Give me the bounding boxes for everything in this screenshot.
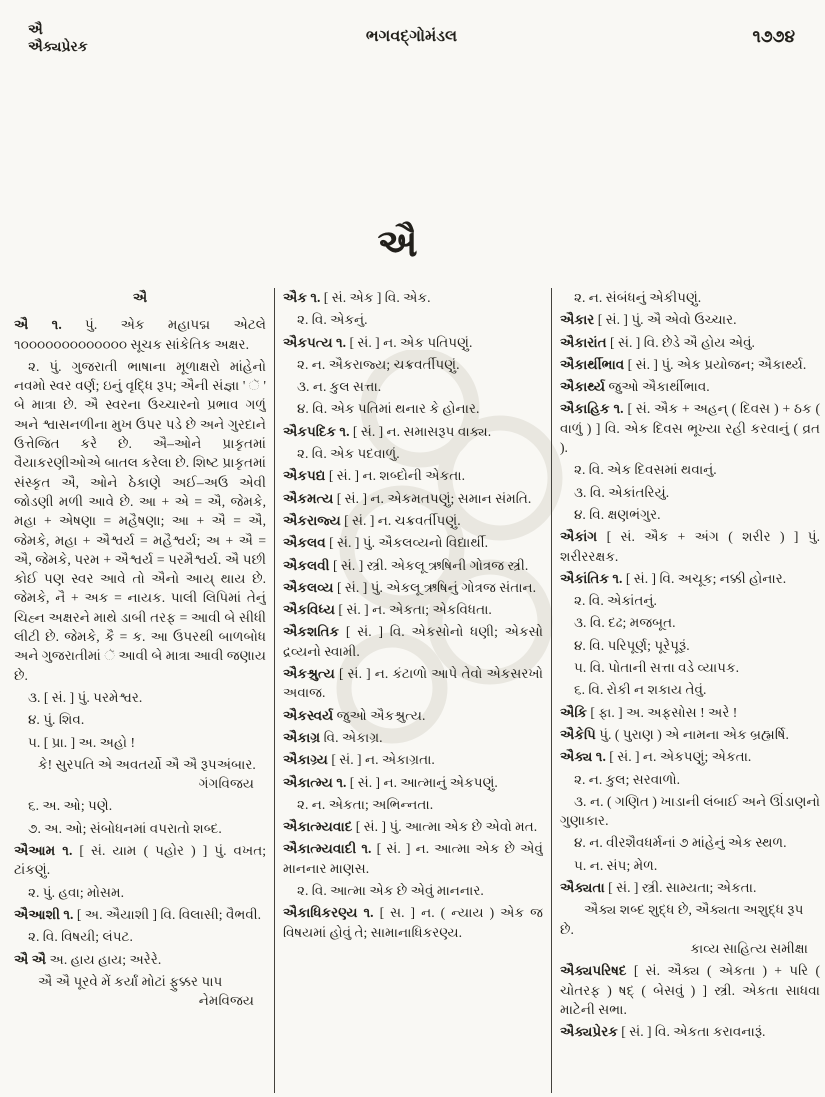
dictionary-entry: ઐક્યપરિષદ [ સં. ઐક્ય ( એકતા ) + પરિ ( ચોતરફ ) ષદ્ ( બેસવું ) ] સ્ત્રી. એકતા સાધવા માટેની સભા. (560, 963, 820, 1017)
dictionary-entry: ઐકાહિક ૧. [ સં. ઐક + અહન્ ( દિવસ ) + ઠક ( વાળું ) ] વિ. એક દિવસ ભૂખ્યા રહી કરવાનું ( વ્રત ). (560, 401, 820, 456)
entry-sense: ૨. વિ. વિષયી; લંપટ. (28, 929, 133, 945)
entry-sense: ૪. પું. શિવ. (28, 712, 85, 728)
entry-sense: ૨. પું. ગુજરાતી ભાષાના મૂળાક્ષરો માંહેનો નવમો સ્વર વર્ણ; ઇનું વૃદ્ધિ રૂપ; ઐની સંજ્ઞા ' ૅ ' બે માત્રા છે. ઐ સ્વરના ઉચ્ચારનો પ્રભાવ ગળું અને શ્વાસનળીના મુખ ઉપર પડે છે અને ગુરદાને ઉત્તેજિત કરે છે. ઐ–ઓને પ્રાકૃતમાં વૈયાકરણીઓએ બાતલ કરેલા છે. શિષ્ટ પ્રાકૃતમાં સંસ્કૃત ઐ, ઓને ઠેકાણે અઈ–અઉ એવી જોડણી મળી આવે છે. આ + એ = ઐ, જેમકે, મહા + એષણા = મહૈષણા; આ + ઐ = ઐ, જેમકે, મહા + ઐશ્વર્ય = મહૈશ્વર્ય; અ + ઐ = ઐ, જેમકે, પરમ + ઐશ્વર્ય = પરમૈશ્વર્ય. ઐ પછી કોઈ પણ સ્વર આવે તો ઐનો આય્ થાય છે. જેમકે, નૈ + અક = નાયક. પાલી લિપિમાં તેનું ચિહ્ન અક્ષરને માથે ડાબી તરફ = આવી બે સીધી લીટી છે. જેમકે, કૈ = ક. આ ઉપરથી બાળબોધ અને ગુજરાતીમાં ૅ આવી બે માત્રા આવી જણાય છે. (14, 358, 266, 683)
dictionary-entry: ઐકાર્થીભાવ [ સં. ] પું. એક પ્રયોજન; ઐકાર્થ્ય. (560, 356, 807, 372)
headword: ઐકલવ (283, 535, 330, 551)
headword: ઐક્યપ્રેરક (560, 1024, 622, 1040)
headword: ઐકાત્મ્યવાદી ૧. (283, 841, 377, 857)
dictionary-entry: ઐકરાજ્ય [ સં. ] ન. ચક્રવર્તીપણું. (283, 512, 461, 528)
headword: ઐકાર્થીભાવ (560, 356, 628, 372)
headword: ઐક્ય ૧. (560, 749, 610, 765)
headword: ઐકાર (560, 312, 598, 328)
entry-sense: ૨. વિ. એક દિવસમાં થવાનું. (574, 462, 717, 478)
entry-sense: ૩. ન. કુલ સત્તા. (297, 379, 382, 395)
entry-sense: ૨. વિ. એકનું. (297, 312, 368, 328)
dictionary-entry: ઐકાંગ [ સં. ઐક + અંગ ( શરીર ) ] પું. શરીરરક્ષક. (560, 529, 820, 564)
column-divider (551, 288, 552, 1093)
dictionary-entry: ઐકાર્થ્ય જુઓ ઐકાર્થીભાવ. (560, 379, 710, 395)
entry-sense: ૫. વિ. પોતાની સત્તા વડે વ્યાપક. (574, 660, 740, 676)
headword: ઐકાંગ (560, 529, 607, 545)
headword: ઐકશ્રુત્ય (283, 666, 339, 682)
quote-attribution: ગંગવિજય (198, 776, 254, 792)
quote-attribution: નેમવિજય (198, 993, 254, 1009)
book-title: ભગવદ્ગોમંડલ (365, 28, 458, 45)
section-letter: ઐ (377, 223, 418, 265)
column-section-letter: ઐ (132, 290, 148, 305)
column-1 (14, 288, 266, 1093)
dictionary-entry: ઐકમત્ય [ સં. ] ન. એકમતપણું; સમાન સંમતિ. (283, 490, 532, 506)
dictionary-entry: ઐકલવી [ સં. ] સ્ત્રી. એકલૂ ઋષિની ગોત્રજ સ્ત્રી. (283, 557, 529, 573)
dictionary-entry: ઐ ૧. પું. એક મહાપદ્મ એટલે ૧૦૦૦૦૦૦૦૦૦૦૦૦૦ સૂચક સાંકેતિક અક્ષર. (14, 317, 266, 352)
column-3 (560, 288, 820, 1093)
quote-attribution: કાવ્ય સાહિત્ય સમીક્ષા (690, 940, 808, 956)
entry-sense: ૭. અ. ઓ; સંબોધનમાં વપરાતો શબ્દ. (28, 820, 222, 836)
verse-quote: ઐક્ય શબ્દ શુદ્ધ છે, ઐક્યતા અશુદ્ધ રૂપ છે. (560, 902, 804, 937)
entry-sense: ૨. વિ. એકાંતનું. (574, 593, 657, 609)
dictionary-entry: ઐકલવ્ય [ સં. ] પું. એકલૂ ઋષિનું ગોત્રજ સંતાન. (283, 579, 537, 595)
dictionary-entry: ઐકવિધ્ય [ સં. ] ન. એકતા; એકવિધતા. (283, 602, 492, 618)
dictionary-entry: ઐઆશી ૧. [ અ. ઐયાશી ] વિ. વિલાસી; વૈભવી. (14, 906, 262, 922)
headword: ઐક્યપરિષદ (560, 963, 634, 979)
headword: ઐકલવ્ય (283, 579, 337, 595)
dictionary-entry: ઐક્ય ૧. [ સં. ] ન. એકપણું; એકતા. (560, 749, 752, 765)
column-divider (274, 288, 275, 1093)
entry-sense: ૨. વિ. આત્મા એક છે એવું માનનાર. (297, 883, 484, 899)
dictionary-entry: ઐકાંતિક ૧. [ સં. ] વિ. અચૂક; નક્કી હોનાર. (560, 570, 787, 586)
dictionary-entry: ઐકપદ્ય [ સં. ] ન. શબ્દોની એકતા. (283, 468, 465, 484)
entry-sense: ૨. ન. ઐકરાજ્ય; ચક્રવર્તીપણું. (297, 356, 460, 372)
headword: ઐક ૧. (283, 290, 324, 305)
headword: ઐકાત્મ્યવાદ (283, 819, 356, 835)
headword: ઐક્યતા (560, 880, 609, 896)
entry-sense: ૩. [ સં. ] પું. પરમેશ્વર. (28, 689, 143, 705)
headword: ઐઆશી ૧. (14, 906, 77, 922)
dictionary-entry: ઐક્યતા [ સં. ] સ્ત્રી. સામ્યતા; એકતા. (560, 880, 757, 896)
dictionary-entry: ઐકાત્મ્યવાદ [ સં. ] પું. આત્મા એક છે એવો મત. (283, 819, 538, 835)
dictionary-entry: ઐકાધિકરણ્ય ૧. [ સ. ] ન. ( ન્યાય ) એક જ વિષયમાં હોવું તે; સામાનાધિકરણ્ય. (283, 905, 543, 940)
entry-sense: ૫. ન. સંપ; મેળ. (574, 857, 658, 873)
headword: ઐ ૧. (14, 317, 86, 333)
running-head-first-word: ઐ (28, 23, 43, 38)
verse-quote: ઐ ઐ પૂરવે મેં કર્યાં મોટાં ફુક્કર પાપ (38, 973, 223, 989)
entry-sense: ૪. વિ. ક્ષણભંગુર. (574, 506, 661, 522)
headword: ઐકપદ્ય (283, 468, 329, 484)
dictionary-entry: ઐકશ્રુત્ય [ સં. ] ન. કંટાળો આપે તેવો એકસરખો અવાજ. (283, 666, 543, 701)
dictionary-entry: ઐકાગ્ર વિ. એકાગ્ર. (283, 729, 383, 745)
dictionary-entry: ઐકેપિ પું. ( પુરાણ ) એ નામના એક બ્રહ્મર્ષિ. (560, 726, 789, 742)
headword: ઐકરાજ્ય (283, 512, 345, 528)
headword: ઐકપદિક ૧. (283, 423, 353, 439)
entry-sense: ૫. [ પ્રા. ] અ. અહો ! (28, 734, 135, 750)
headword: ઐકવિધ્ય (283, 602, 339, 618)
headword: ઐકમત્ય (283, 490, 337, 506)
column-2 (283, 288, 543, 1093)
headword: ઐકસ્વર્ય (283, 707, 337, 723)
page-number: ૧૭૭૪ (752, 27, 795, 46)
entry-sense: ૬. અ. ઓ; પણે. (28, 798, 113, 814)
headword: ઐકારાંત (560, 334, 611, 350)
entry-sense: ૪. વિ. એક પતિમાં થનાર કે હોનાર. (297, 401, 480, 417)
entry-sense: ૪. વિ. પરિપૂર્ણ; પૂરેપૂરૂં. (574, 637, 690, 653)
dictionary-entry: ઐકપત્ય ૧. [ સં. ] ન. એક પતિપણું. (283, 334, 473, 350)
dictionary-entry: ઐ ઐ અ. હાય હાય; અરેરે. (14, 951, 162, 967)
entry-sense: ૩. વિ. એકાંતરિયું. (574, 484, 670, 500)
headword: ઐ ઐ (14, 951, 50, 967)
headword: ઐકેપિ (560, 726, 600, 742)
headword: ઐઆમ ૧. (14, 843, 80, 859)
running-head-last-word: ઐક્યપ્રેરક (28, 40, 88, 55)
headword: ઐકિ (560, 704, 591, 720)
entry-sense: ૩. વિ. દઢ; મજબૂત. (574, 615, 676, 631)
dictionary-entry: ઐઆમ ૧. [ સં. યામ ( પહોર ) ] પું. વખત; ટાંકણું. (14, 843, 266, 878)
entry-sense: ૨. ન. સંબંધનું એકીપણું. (574, 290, 702, 305)
headword: ઐકાધિકરણ્ય ૧. (283, 905, 380, 921)
dictionary-entry: ઐક્યપ્રેરક [ સં. ] વિ. એકતા કરાવનારૂં. (560, 1024, 766, 1040)
dictionary-entry: ઐકસ્વર્ય જુઓ ઐકશ્રુત્ય. (283, 707, 426, 723)
dictionary-columns (14, 288, 820, 1093)
dictionary-entry: ઐકલવ [ સં. ] પું. ઐકલવ્યનો વિદ્યાર્થી. (283, 535, 489, 551)
headword: ઐકાત્મ્ય ૧. (283, 774, 350, 790)
headword: ઐકશતિક (283, 624, 346, 640)
page-header (28, 22, 795, 70)
dictionary-entry: ઐકાગ્ર્ય [ સં. ] ન. એકાગ્રતા. (283, 752, 435, 768)
entry-sense: ૨. પું. હવા; મોસમ. (28, 884, 125, 900)
verse-quote: કે! સુરપતિ એ અવતર્યો ઐ ઐ રૂપઅંબાર. (38, 756, 256, 772)
headword: ઐકાર્થ્ય (560, 379, 609, 395)
dictionary-entry: ઐક ૧. [ સં. એક ] વિ. એક. (283, 290, 431, 305)
dictionary-entry: ઐકાર [ સં. ] પું. ઐ એવો ઉચ્ચાર. (560, 312, 737, 328)
headword: ઐકપત્ય ૧. (283, 334, 350, 350)
headword: ઐકાગ્ર્ય (283, 752, 332, 768)
headword: ઐકલવી (283, 557, 333, 573)
entry-sense: ૩. ન. ( ગણિત ) ખાડાની લંબાઈ અને ઊંડાણનો ગુણાકાર. (560, 793, 820, 829)
dictionary-entry: ઐકારાંત [ સં. ] વિ. છેડે ઐ હોય એવું. (560, 334, 755, 350)
dictionary-entry: ઐકાત્મ્ય ૧. [ સં. ] ન. આત્માનું એકપણું. (283, 774, 498, 790)
entry-sense: ૨. ન. એકતા; અભિન્નતા. (297, 796, 434, 812)
entry-sense: ૨. ન. કુલ; સરવાળો. (574, 771, 680, 787)
entry-sense: ૨. વિ. એક પદવાળું. (297, 446, 400, 462)
entry-sense: ૬. વિ. રોકી ન શકાય તેવું. (574, 682, 707, 698)
headword: ઐકાહિક ૧. (560, 401, 628, 417)
headword: ઐકાગ્ર (283, 729, 324, 745)
dictionary-entry: ઐકિ [ ફા. ] અ. અફસોસ ! અરે ! (560, 704, 738, 720)
dictionary-entry: ઐકાત્મ્યવાદી ૧. [ સં. ] ન. આત્મા એક છે એવું માનનાર માણસ. (283, 841, 543, 876)
dictionary-entry: ઐકપદિક ૧. [ સં. ] ન. સમાસરૂપ વાક્ય. (283, 423, 492, 439)
headword: ઐકાંતિક ૧. (560, 570, 626, 586)
dictionary-entry: ઐકશતિક [ સં. ] વિ. એકસોનો ધણી; એકસો દ્રવ્યનો સ્વામી. (283, 624, 543, 659)
entry-sense: ૪. ન. વીરશૈવધર્મનાં ૭ માંહેનું એક સ્થળ. (574, 835, 787, 851)
